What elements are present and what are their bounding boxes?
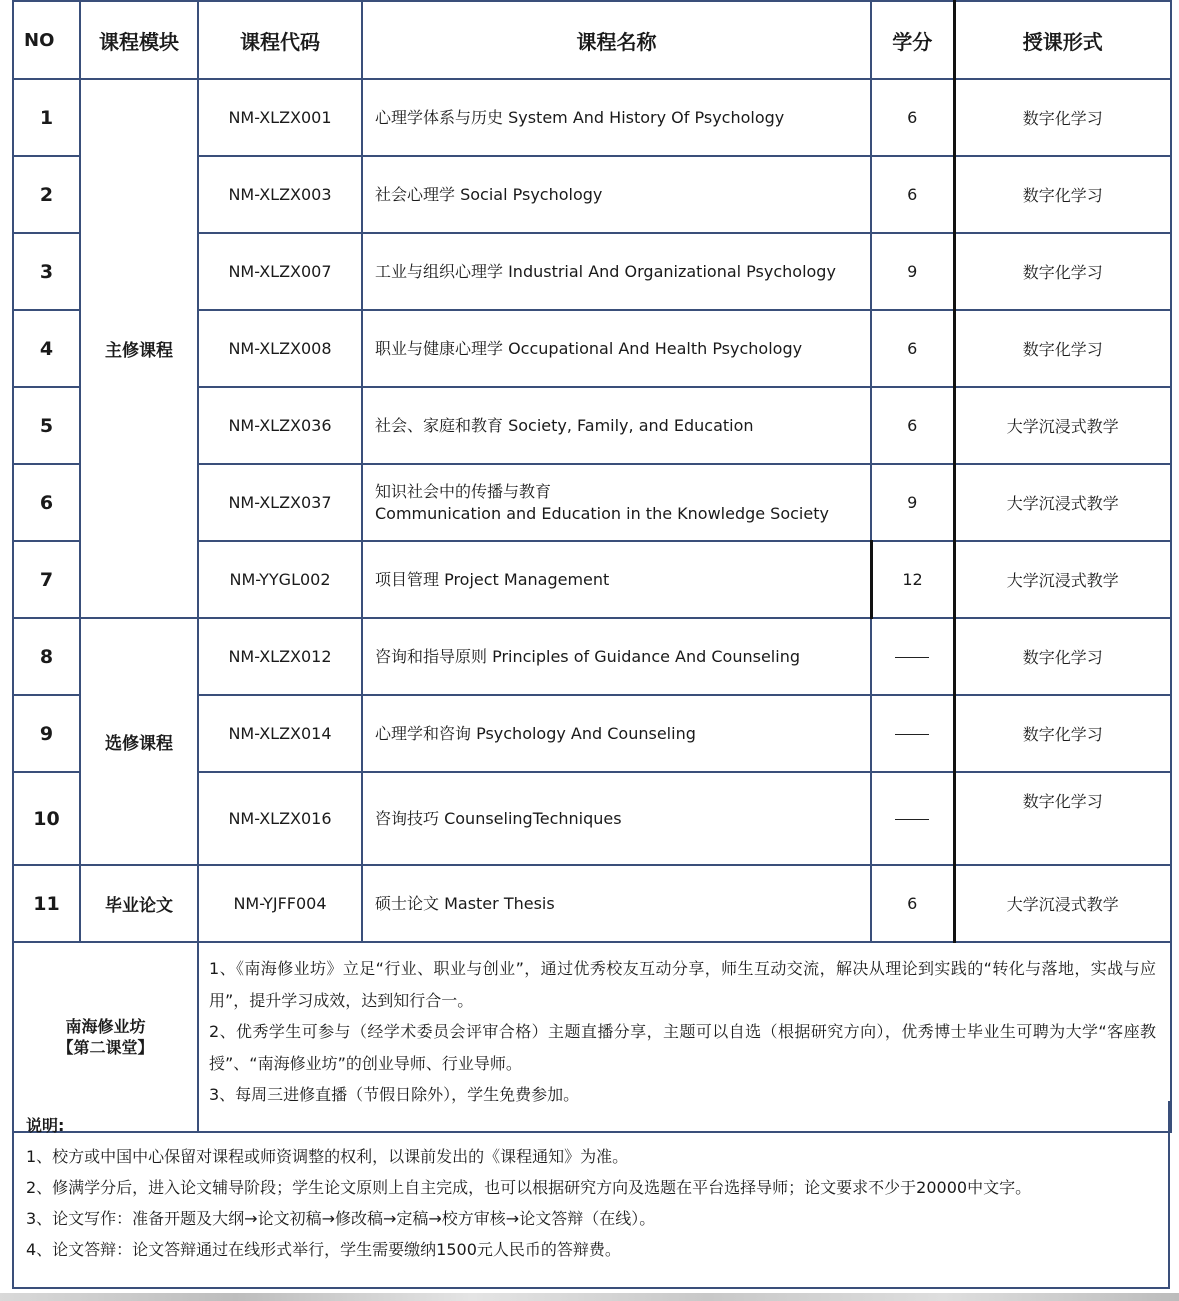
course-no: 4 [13,310,80,387]
course-name: 咨询和指导原则 Principles of Guidance And Counseling [362,618,871,695]
course-no: 2 [13,156,80,233]
course-no: 6 [13,464,80,541]
header-module: 课程模块 [80,1,198,79]
course-mode: 数字化学习 [954,310,1171,387]
course-code: NM-XLZX007 [198,233,362,310]
note-item: 1、校方或中国中心保留对课程或师资调整的权利，以课前发出的《课程通知》为准。 [26,1147,629,1166]
course-mode: 数字化学习 [954,233,1171,310]
header-credit: 学分 [871,1,954,79]
course-mode: 大学沉浸式教学 [954,865,1171,942]
header-mode: 授课形式 [954,1,1171,79]
course-code: NM-XLZX001 [198,79,362,156]
course-code: NM-XLZX016 [198,772,362,865]
course-name: 心理学体系与历史 System And History Of Psychology [362,79,871,156]
course-name [362,464,871,541]
course-no: 8 [13,618,80,695]
course-schedule [12,0,1170,1133]
course-credit: 12 [871,541,954,618]
course-code: NM-XLZX012 [198,618,362,695]
module-thesis: 毕业论文 [80,865,198,942]
notes-section [12,1101,1170,1289]
course-name: 社会心理学 Social Psychology [362,156,871,233]
course-name: 职业与健康心理学 Occupational And Health Psychology [362,310,871,387]
course-credit: 9 [871,464,954,541]
course-credit: 6 [871,79,954,156]
module-core: 主修课程 [80,79,198,618]
course-name: 社会、家庭和教育 Society, Family, and Education [362,387,871,464]
course-credit-none [871,695,954,772]
course-credit: 6 [871,387,954,464]
course-code: NM-XLZX008 [198,310,362,387]
course-credit: 6 [871,865,954,942]
course-name: 咨询技巧 CounselingTechniques [362,772,871,865]
note-item: 4、论文答辩：论文答辩通过在线形式举行，学生需要缴纳1500元人民币的答辩费。 [26,1240,621,1259]
second-classroom-paragraph: 1、《南海修业坊》立足“行业、职业与创业”，通过优秀校友互动分享，师生互动交流，解决从理论到实践的“转化与落地，实战与应用”，提升学习成效，达到知行合一。 [209,959,1156,1010]
header-name: 课程名称 [362,1,871,79]
table-row [13,618,1171,695]
note-item: 3、论文写作：准备开题及大纲→论文初稿→修改稿→定稿→校方审核→论文答辩（在线）。 [26,1209,656,1228]
course-credit: 9 [871,233,954,310]
course-mode: 数字化学习 [954,79,1171,156]
course-name-line2: Communication and Education in the Knowledge Society [375,503,829,523]
course-no: 10 [13,772,80,865]
course-no: 5 [13,387,80,464]
course-code: NM-XLZX014 [198,695,362,772]
course-credit: 6 [871,310,954,387]
header-code: 课程代码 [198,1,362,79]
second-classroom-title: 南海修业坊 [65,1017,146,1036]
course-credit: 6 [871,156,954,233]
course-table [12,0,1172,1133]
module-elective: 选修课程 [80,618,198,865]
course-mode: 大学沉浸式教学 [954,464,1171,541]
course-mode: 数字化学习 [954,618,1171,695]
course-code: NM-XLZX036 [198,387,362,464]
second-classroom-paragraph: 2、优秀学生可参与（经学术委员会评审合格）主题直播分享，主题可以自选（根据研究方向），优秀博士毕业生可聘为大学“客座教授”、“南海修业坊”的创业导师、行业导师。 [209,1022,1156,1073]
course-no: 11 [13,865,80,942]
course-no: 7 [13,541,80,618]
course-no: 3 [13,233,80,310]
course-code: NM-YJFF004 [198,865,362,942]
dash-mark [895,657,929,658]
course-credit-none [871,772,954,865]
course-name: 心理学和咨询 Psychology And Counseling [362,695,871,772]
notes-title: 说明: [26,1116,65,1135]
course-mode: 数字化学习 [954,695,1171,772]
course-mode: 大学沉浸式教学 [954,541,1171,618]
course-mode: 大学沉浸式教学 [954,387,1171,464]
course-code: NM-XLZX003 [198,156,362,233]
note-item: 2、修满学分后，进入论文辅导阶段；学生论文原则上自主完成，也可以根据研究方向及选题在平台选择导师；论文要求不少于20000中文字。 [26,1178,1032,1197]
course-code: NM-YYGL002 [198,541,362,618]
course-name: 硕士论文 Master Thesis [362,865,871,942]
course-mode: 数字化学习 [954,772,1171,865]
course-mode: 数字化学习 [954,156,1171,233]
header-no: NO [13,1,80,79]
course-no: 1 [13,79,80,156]
course-name: 项目管理 Project Management [362,541,871,618]
dash-mark [895,734,929,735]
course-code: NM-XLZX037 [198,464,362,541]
course-no: 9 [13,695,80,772]
table-row [13,865,1171,942]
table-row [13,79,1171,156]
table-header-row [13,1,1171,79]
page-edge [0,1293,1179,1301]
course-credit-none [871,618,954,695]
second-classroom-subtitle: 【第二课堂】 [57,1038,154,1057]
dash-mark [895,819,929,820]
course-name: 工业与组织心理学 Industrial And Organizational Psychology [362,233,871,310]
course-name-line1: 知识社会中的传播与教育 [375,481,552,501]
second-classroom-paragraph: 3、每周三进修直播（节假日除外），学生免费参加。 [209,1085,580,1104]
